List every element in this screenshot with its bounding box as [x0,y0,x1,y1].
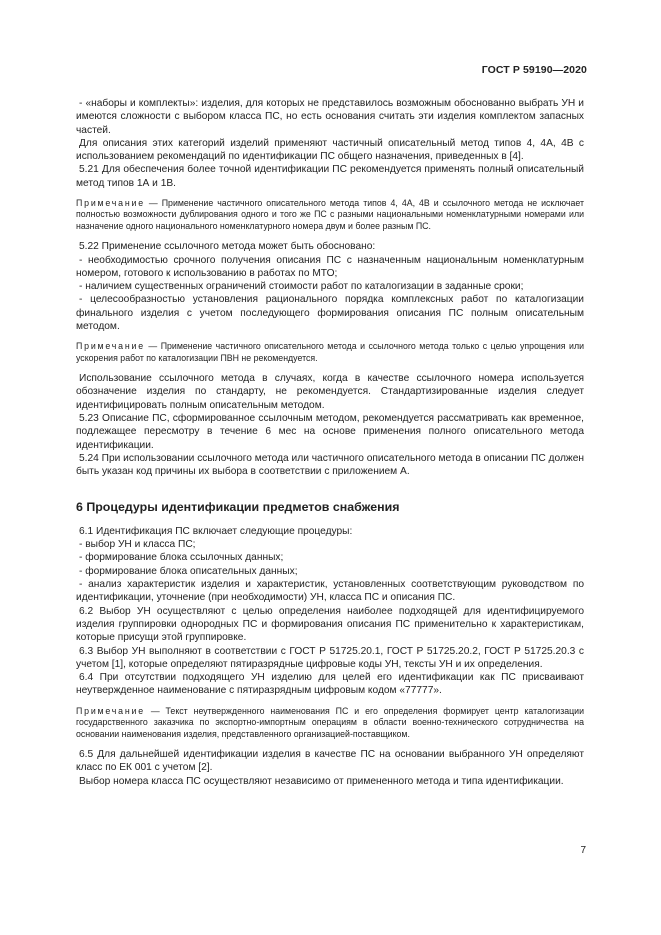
paragraph: Использование ссылочного метода в случаях, когда в качестве ссылочного номера используется обозначение изделия по стандарту, не рекомендуется. Стандартизированные изделия следует идентифицировать полным описательным методом. [76,373,584,411]
note [76,341,584,364]
list-item: - анализ характеристик изделия и характеристик, установленных соответствующим руководством по идентификации, уточнение (при необходимости) УН, класса ПС и описания ПС. [76,579,584,604]
note [76,706,584,740]
list-item: - необходимостью срочного получения описания ПС с назначенным национальным номенклатурным номером, готового к использованию в работах по МТО; [76,254,584,279]
list-item: - наличием существенных ограничений стоимости работ по каталогизации в заданные сроки; [79,281,524,293]
page-body [76,97,584,788]
document-header: ГОСТ Р 59190—2020 [481,64,587,76]
note-label: Примечание [76,341,145,352]
paragraph: Выбор номера класса ПС осуществляют независимо от примененного метода и типа идентификации. [79,775,564,787]
paragraph: - «наборы и комплекты»: изделия, для которых не представилось возможным обоснованно выбрать УН и имеются сложности с выбором класса ПС, но есть основания считать эти изделия комплектом запасных частей. [76,98,584,136]
paragraph: Для описания этих категорий изделий применяют частичный описательный метод типов 4, 4А, 4В с использованием рекомендаций по идентификации ПС общего назначения, приведенных в [4]. [76,137,584,163]
note-text: — Применение частичного описательного метода и ссылочного метода только с целью упрощения или ускорения работ по каталогизации ПВН не рекомендуется. [76,341,584,363]
note-label: Примечание [76,198,145,209]
page-number: 7 [580,845,586,856]
paragraph: 5.23 Описание ПС, сформированное ссылочным методом, рекомендуется рассматривать как временное, подлежащее пересмотру в течение 6 мес на основе применения полного описательного метода идентификации. [76,413,584,451]
paragraph: 6.4 При отсутствии подходящего УН изделию для целей его идентификации как ПС присваивают неутвержденное наименование с пятиразрядным цифровым кодом «77777». [76,672,584,697]
list-item: - формирование блока описательных данных; [79,565,298,577]
paragraph: 5.21 Для обеспечения более точной идентификации ПС рекомендуется применять полный описательный метод типов 1А и 1В. [76,164,584,189]
note-text: — Текст неутвержденного наименования ПС и его определения формирует центр каталогизации государственного заказчика по экспортно-импортным операциям в области военно-технического сотрудничества на основании наименования изделия, представленного организацией-поставщиком. [76,705,584,739]
paragraph: 5.24 При использовании ссылочного метода или частичного описательного метода в описании ПС должен быть указан код причины их выбора в соответствии с приложением А. [76,452,584,478]
list-item: - формирование блока ссылочных данных; [79,552,284,564]
note [76,198,584,232]
paragraph: 6.3 Выбор УН выполняют в соответствии с ГОСТ Р 51725.20.1, ГОСТ Р 51725.20.2, ГОСТ Р 51725.20.3 с учетом [1], которые определяют пятиразрядные цифровые коды УН, тексты УН и их определения. [76,645,584,670]
section-title: 6 Процедуры идентификации предметов снабжения [76,499,400,514]
paragraph: 6.1 Идентификация ПС включает следующие процедуры: [79,525,353,537]
paragraph: 5.22 Применение ссылочного метода может быть обосновано: [79,241,376,253]
paragraph: 6.5 Для дальнейшей идентификации изделия в качестве ПС на основании выбранного УН определяют класс по ЕК 001 с учетом [2]. [76,748,584,774]
list-item: - выбор УН и класса ПС; [79,539,196,551]
paragraph: 6.2 Выбор УН осуществляют с целью определения наиболее подходящей для идентифицируемого изделия группировки однородных ПС и формирования описания ПС применительно к характеристикам, которые присущи этой группировке. [76,605,584,644]
note-label: Примечание [76,705,145,716]
note-text: — Применение частичного описательного метода типов 4, 4А, 4В и ссылочного метода не исключает полностью возможности дублирования одного и того же ПС с разными национальными номенклатурными номерами или назначение одного национального номенклатурного номера двум и более разным ПС. [76,198,584,231]
list-item: - целесообразностью установления рационального порядка комплексных работ по каталогизации финального изделия с учетом последующего формирования описания ПС полным описательным методом. [76,294,584,333]
